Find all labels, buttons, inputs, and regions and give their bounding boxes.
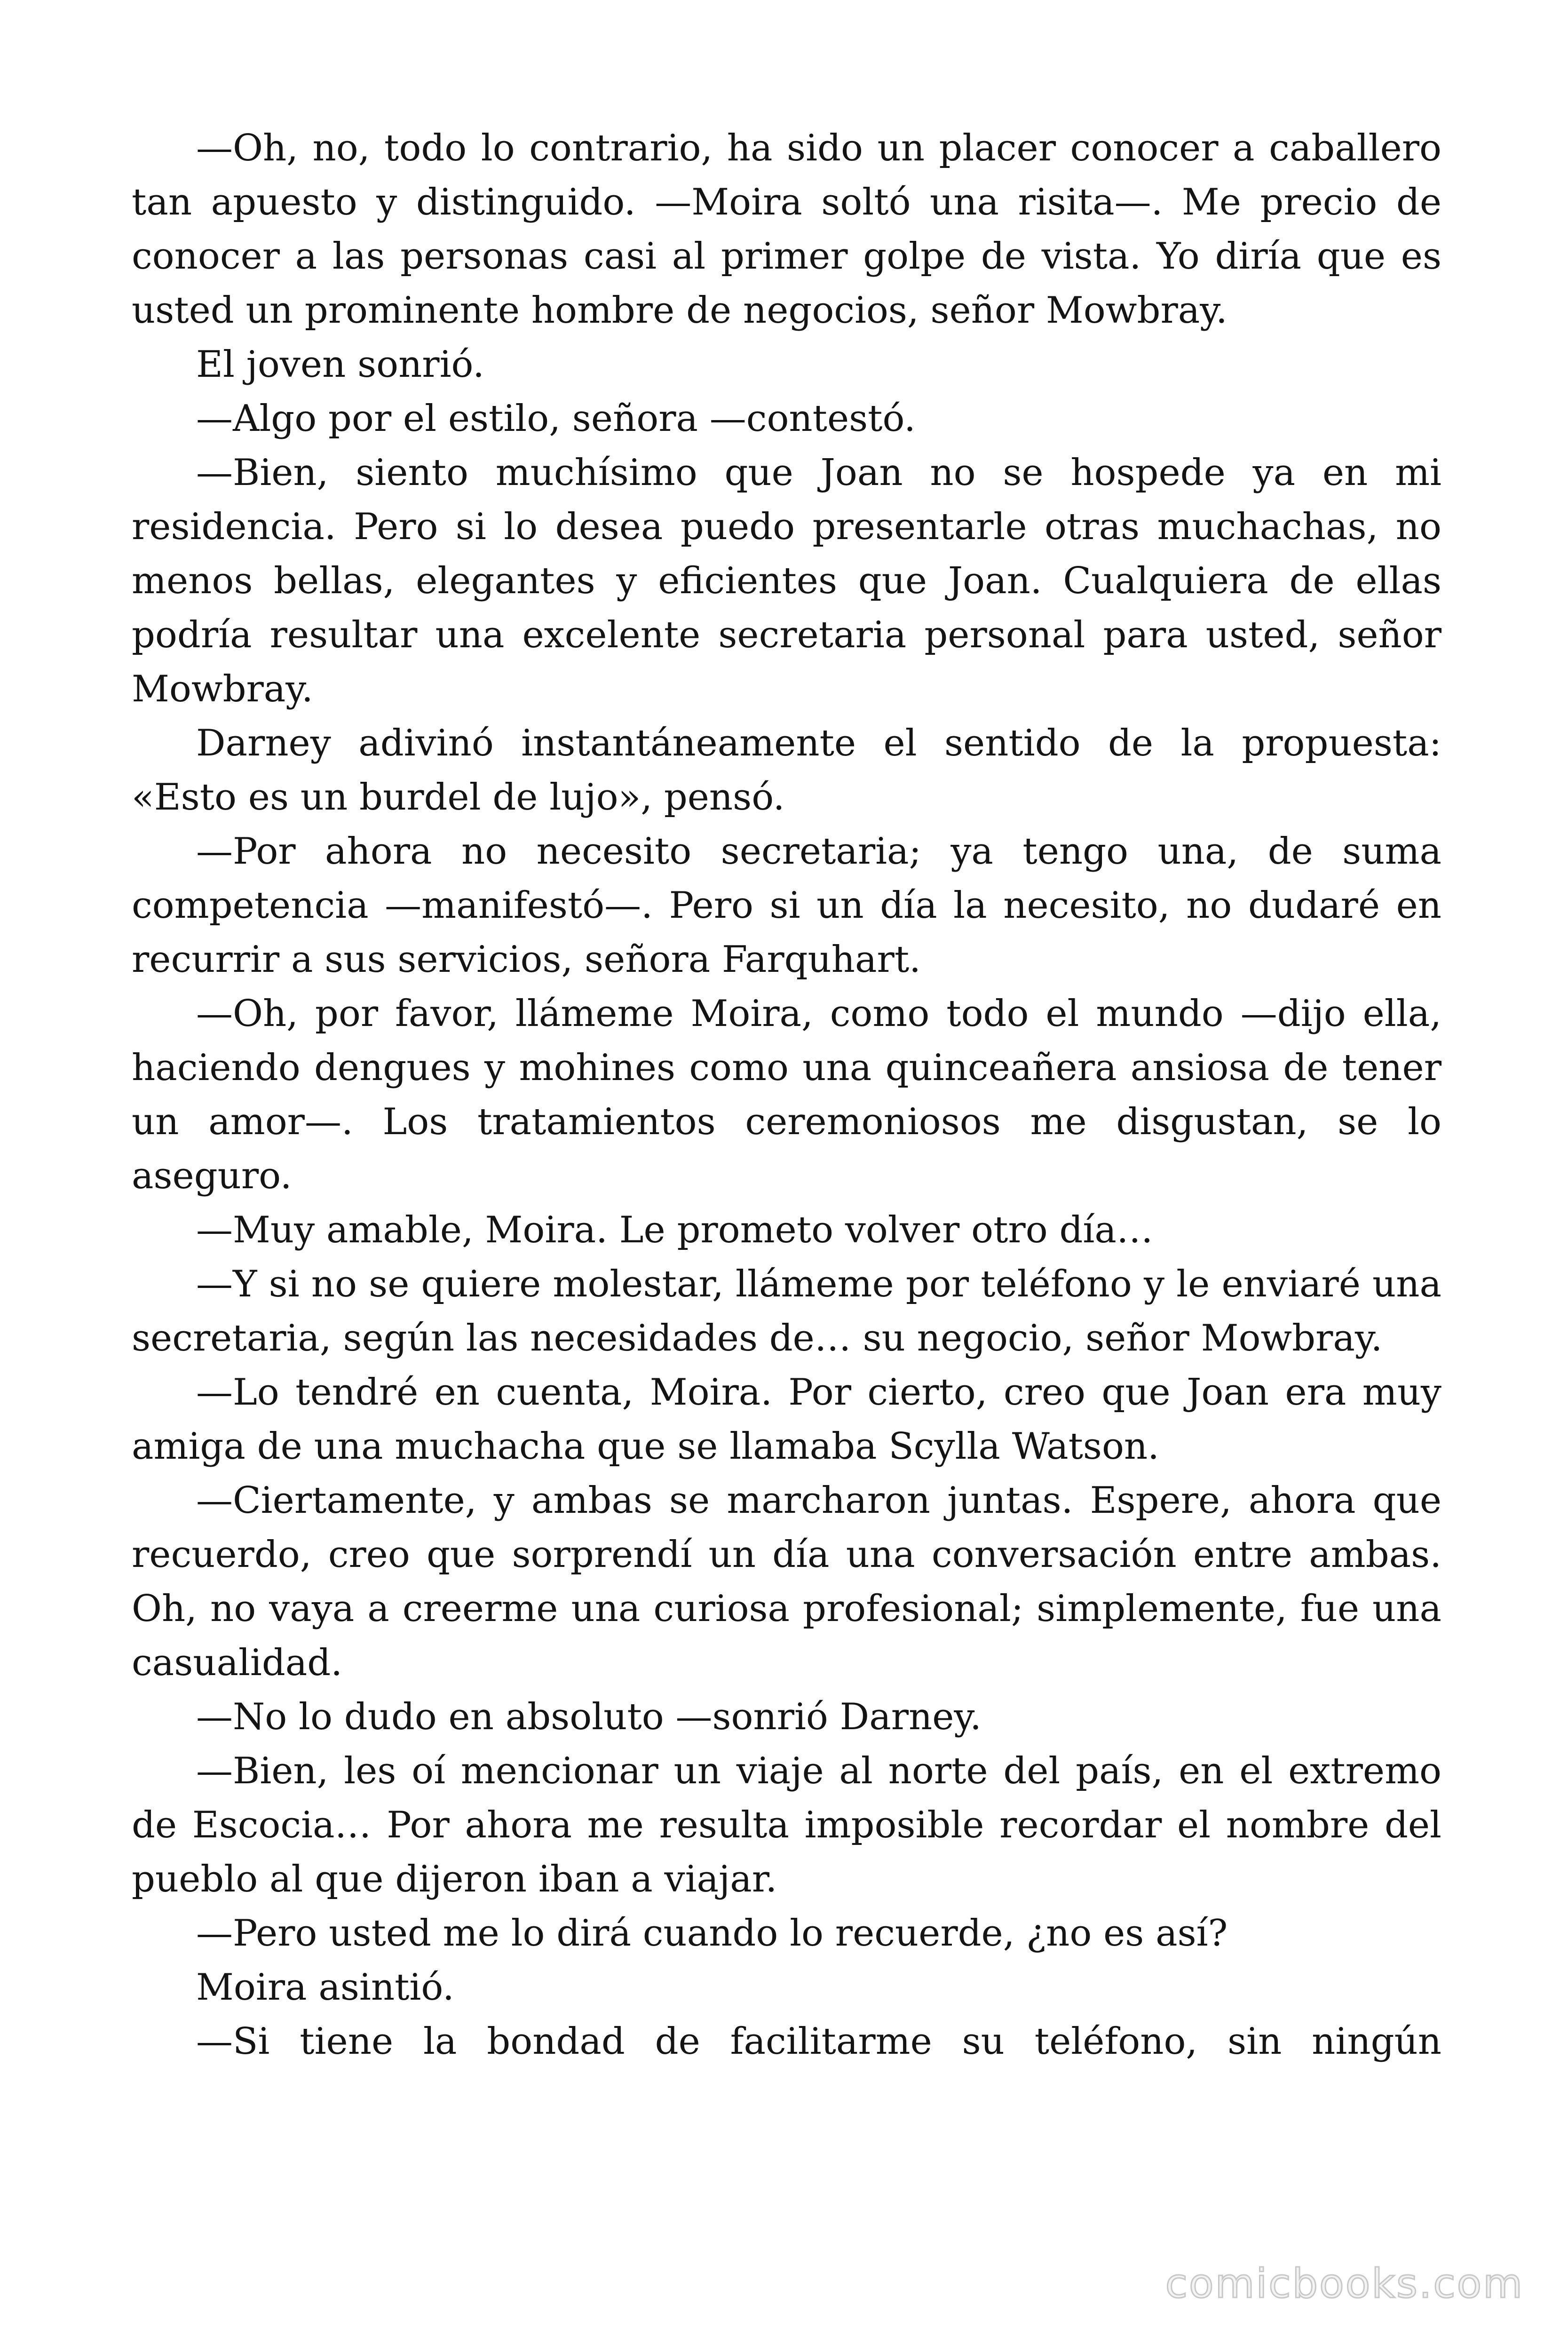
paragraph: —No lo dudo en absoluto —sonrió Darney. xyxy=(196,1696,982,1738)
paragraph: —Oh, no, todo lo contrario, ha sido un placer conocer a caballero tan apuesto y distinguido. —Moira soltó una risita—. Me precio de conocer a las personas casi al primer golpe de vista. Yo diría que es usted un prominente hombre de negocios, señor Mowbray. xyxy=(132,127,1441,332)
watermark: comicbooks.com xyxy=(1165,2260,1524,2307)
paragraph: —Algo por el estilo, señora —contestó. xyxy=(196,397,916,440)
paragraph: —Si tiene la bondad de facilitarme su teléfono, sin ningún xyxy=(196,2020,1441,2063)
paragraph: Moira asintió. xyxy=(196,1966,454,2009)
paragraph: Darney adivinó instantáneamente el sentido de la propuesta: «Esto es un burdel de lujo», pensó. xyxy=(132,722,1441,818)
paragraph: —Bien, les oí mencionar un viaje al norte del país, en el extremo de Escocia… Por ahora me resulta imposible recordar el nombre del pueblo al que dijeron iban a viajar. xyxy=(132,1750,1441,1900)
paragraph: —Y si no se quiere molestar, llámeme por teléfono y le enviaré una secretaria, según las necesidades de… su negocio, señor Mowbray. xyxy=(132,1263,1441,1359)
paragraph: El joven sonrió. xyxy=(196,343,484,386)
paragraph: —Muy amable, Moira. Le prometo volver otro día… xyxy=(196,1209,1153,1251)
book-page xyxy=(132,121,1441,2069)
paragraph: —Oh, por favor, llámeme Moira, como todo el mundo —dijo ella, haciendo dengues y mohines como una quinceañera ansiosa de tener un amor—. Los tratamientos ceremoniosos me disgustan, se lo aseguro. xyxy=(132,993,1441,1197)
paragraph: —Ciertamente, y ambas se marcharon juntas. Espere, ahora que recuerdo, creo que sorprendí un día una conversación entre ambas. Oh, no vaya a creerme una curiosa profesional; simplemente, fue una casualidad. xyxy=(132,1479,1441,1684)
paragraph: —Bien, siento muchísimo que Joan no se hospede ya en mi residencia. Pero si lo desea puedo presentarle otras muchachas, no menos bellas, elegantes y eficientes que Joan. Cualquiera de ellas podría resultar una excelente secretaria personal para usted, señor Mowbray. xyxy=(132,452,1441,710)
paragraph: —Pero usted me lo dirá cuando lo recuerde, ¿no es así? xyxy=(196,1912,1228,1955)
paragraph: —Lo tendré en cuenta, Moira. Por cierto, creo que Joan era muy amiga de una muchacha que se llamaba Scylla Watson. xyxy=(132,1371,1441,1468)
paragraph: —Por ahora no necesito secretaria; ya tengo una, de suma competencia —manifestó—. Pero si un día la necesito, no dudaré en recurrir a sus servicios, señora Farquhart. xyxy=(132,830,1441,981)
